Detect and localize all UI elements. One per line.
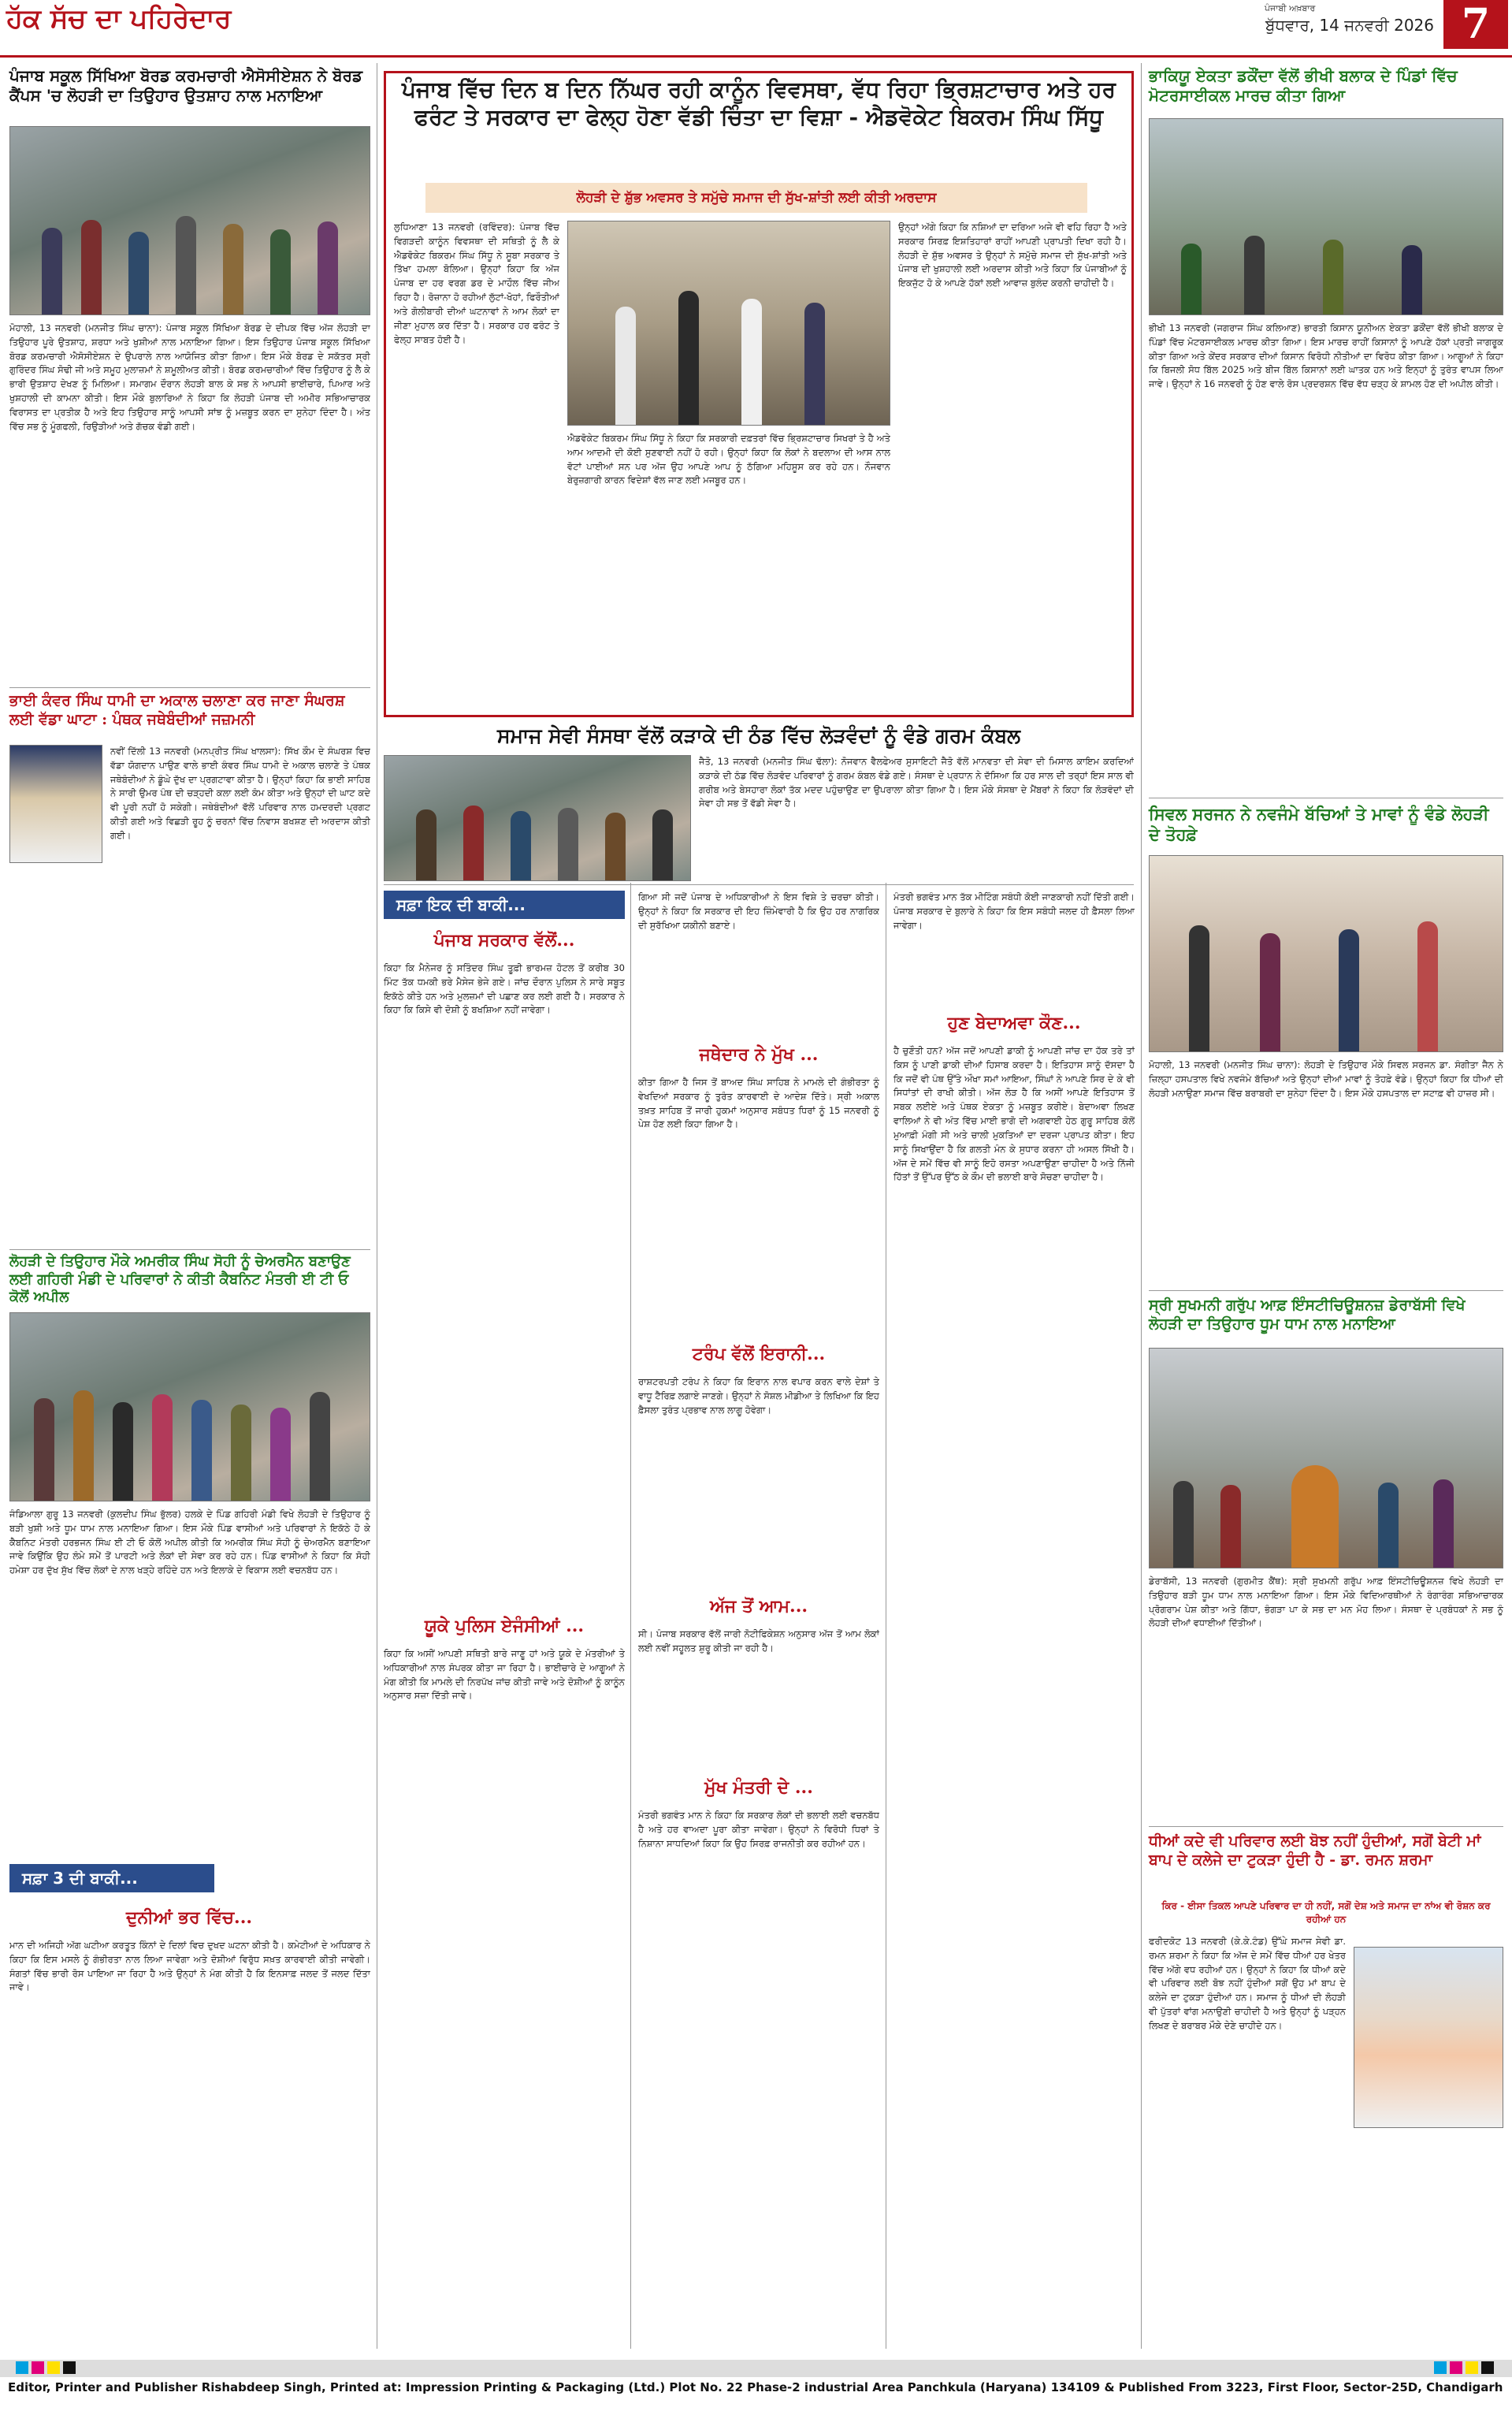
- article-headline: ਲੋਹੜੀ ਦੇ ਤਿਉਹਾਰ ਮੌਕੇ ਅਮਰੀਕ ਸਿੰਘ ਸੋਹੀ ਨੂੰ ਚੇਅਰਮੈਨ ਬਣਾਉਣ ਲਈ ਗਹਿਰੀ ਮੰਡੀ ਦੇ ਪਰਿਵਾਰਾਂ ਨੇ ਕੀਤੀ ਕੈਬਨਿਟ ਮੰਤਰੀ ਈ ਟੀ ਓ ਕੋਲੋਂ ਅਪੀਲ: [9, 1253, 351, 1305]
- article-body: ਮੰਤਰੀ ਭਗਵੰਤ ਮਾਨ ਨੇ ਕਿਹਾ ਕਿ ਸਰਕਾਰ ਲੋਕਾਂ ਦੀ ਭਲਾਈ ਲਈ ਵਚਨਬੱਧ ਹੈ ਅਤੇ ਹਰ ਵਾਅਦਾ ਪੂਰਾ ਕੀਤਾ ਜਾਵੇਗਾ। ਉਨ੍ਹਾਂ ਨੇ ਵਿਰੋਧੀ ਧਿਰਾਂ ਤੇ ਨਿਸ਼ਾਨਾ ਸਾਧਦਿਆਂ ਕਿਹਾ ਕਿ ਉਹ ਸਿਰਫ਼ ਰਾਜਨੀਤੀ ਕਰ ਰਹੀਆਂ ਹਨ।: [638, 1810, 879, 1849]
- article-body: ਹੈ ਚੁਣੌਤੀ ਹਨ? ਅੱਜ ਜਦੋਂ ਆਪਣੀ ਡਾਕੀ ਨੂੰ ਆਪਣੀ ਜਾਂਚ ਦਾ ਹੱਕ ਤਰੇ ਤਾਂ ਕਿਸ ਨੂੰ ਪਾਣੀ ਡਾਕੀ ਦੀਆਂ ਹਿਸਾਬ ਕਰਦਾ ਹੈ। ਇਤਿਹਾਸ ਸਾਨੂੰ ਦੱਸਦਾ ਹੈ ਕਿ ਜਦੋਂ ਵੀ ਪੰਥ ਉੱਤੇ ਔਖਾ ਸਮਾਂ ਆਇਆ, ਸਿੰਘਾਂ ਨੇ ਆਪਣੇ ਸਿਰ ਦੇ ਕੇ ਵੀ ਸਿਧਾਂਤਾਂ ਦੀ ਰਾਖੀ ਕੀਤੀ। ਅੱਜ ਲੋੜ ਹੈ ਕਿ ਅਸੀਂ ਆਪਣੇ ਇਤਿਹਾਸ ਤੋਂ ਸਬਕ ਲਈਏ ਅਤੇ ਪੰਥਕ ਏਕਤਾ ਨੂੰ ਮਜ਼ਬੂਤ ਕਰੀਏ। ਬੇਦਾਅਵਾ ਲਿਖਣ ਵਾਲਿਆਂ ਨੇ ਵੀ ਅੰਤ ਵਿੱਚ ਮਾਈ ਭਾਗੋ ਦੀ ਅਗਵਾਈ ਹੇਠ ਗੁਰੂ ਸਾਹਿਬ ਕੋਲੋਂ ਮੁਆਫ਼ੀ ਮੰਗੀ ਸੀ ਅਤੇ ਚਾਲੀ ਮੁਕਤਿਆਂ ਦਾ ਦਰਜਾ ਪ੍ਰਾਪਤ ਕੀਤਾ। ਇਹ ਸਾਨੂੰ ਸਿਖਾਉਂਦਾ ਹੈ ਕਿ ਗਲਤੀ ਮੰਨ ਕੇ ਸੁਧਾਰ ਕਰਨਾ ਹੀ ਅਸਲ ਸਿੱਖੀ ਹੈ। ਅੱਜ ਦੇ ਸਮੇਂ ਵਿੱਚ ਵੀ ਸਾਨੂੰ ਇਹੋ ਰਸਤਾ ਅਪਣਾਉਣਾ ਚਾਹੀਦਾ ਹੈ ਅਤੇ ਨਿੱਜੀ ਹਿੱਤਾਂ ਤੋਂ ਉੱਪਰ ਉੱਠ ਕੇ ਕੌਮ ਦੀ ਭਲਾਈ ਬਾਰੇ ਸੋਚਣਾ ਚਾਹੀਦਾ ਹੈ।: [893, 1045, 1135, 1183]
- print-swatch: [1466, 2361, 1478, 2374]
- article-body: ਕੀਤਾ ਗਿਆ ਹੈ ਜਿਸ ਤੋਂ ਬਾਅਦ ਸਿੰਘ ਸਾਹਿਬ ਨੇ ਮਾਮਲੇ ਦੀ ਗੰਭੀਰਤਾ ਨੂੰ ਵੇਖਦਿਆਂ ਸਰਕਾਰ ਨੂੰ ਤੁਰੰਤ ਕਾਰਵਾਈ ਦੇ ਆਦੇਸ਼ ਦਿੱਤੇ। ਸ੍ਰੀ ਅਕਾਲ ਤਖ਼ਤ ਸਾਹਿਬ ਤੋਂ ਜਾਰੀ ਹੁਕਮਾਂ ਅਨੁਸਾਰ ਸਬੰਧਤ ਧਿਰਾਂ ਨੂੰ 15 ਜਨਵਰੀ ਨੂੰ ਪੇਸ਼ ਹੋਣ ਲਈ ਕਿਹਾ ਗਿਆ ਹੈ।: [638, 1077, 879, 1130]
- masthead-rule: [0, 55, 1512, 58]
- portrait-photo-dr-raman: [1354, 1947, 1503, 2128]
- page-number: 7: [1443, 0, 1508, 49]
- masthead-title: ਹੱਕ ਸੱਚ ਦਾ ਪਹਿਰੇਦਾਰ: [6, 3, 232, 35]
- article-photo-lohri-board: [9, 126, 370, 315]
- article-photo-gehri-mandi: [9, 1312, 370, 1501]
- article-body: ਮੋਹਾਲੀ, 13 ਜਨਵਰੀ (ਮਨਜੀਤ ਸਿੰਘ ਚਾਨਾ): ਪੰਜਾਬ ਸਕੂਲ ਸਿੱਖਿਆ ਬੋਰਡ ਦੇ ਦੀਪਕ ਵਿੱਚ ਅੱਜ ਲੋਹੜੀ ਦਾ ਤਿਉਹਾਰ ਪੂਰੇ ਉਤਸ਼ਾਹ, ਸ਼ਰਧਾ ਅਤੇ ਖੁਸ਼ੀਆਂ ਨਾਲ ਮਨਾਇਆ ਗਿਆ। ਇਸ ਤਿਉਹਾਰ ਪੰਜਾਬ ਸਕੂਲ ਸਿੱਖਿਆ ਬੋਰਡ ਕਰਮਚਾਰੀ ਐਸੋਸੀਏਸ਼ਨ ਦੇ ਉਪਰਾਲੇ ਨਾਲ ਆਯੋਜਿਤ ਕੀਤਾ ਗਿਆ। ਇਸ ਮੌਕੇ ਬੋਰਡ ਦੇ ਸਕੱਤਰ ਸ੍ਰੀ ਗੁਰਿੰਦਰ ਸਿੰਘ ਸੋਢੀ ਜੀ ਅਤੇ ਸਮੂਹ ਮੁਲਾਜ਼ਮਾਂ ਨੇ ਸ਼ਮੂਲੀਅਤ ਕੀਤੀ। ਬੋਰਡ ਕਰਮਚਾਰੀਆਂ ਵਿੱਚ ਤਿਉਹਾਰ ਨੂੰ ਲੈ ਕੇ ਭਾਰੀ ਉਤਸ਼ਾਹ ਦੇਖਣ ਨੂੰ ਮਿਲਿਆ। ਸਮਾਗਮ ਦੌਰਾਨ ਲੋਹੜੀ ਬਾਲ ਕੇ ਸਭ ਨੇ ਆਪਸੀ ਭਾਈਚਾਰੇ, ਪਿਆਰ ਅਤੇ ਖੁਸ਼ਹਾਲੀ ਦੀ ਕਾਮਨਾ ਕੀਤੀ। ਇਸ ਮੌਕੇ ਬੁਲਾਰਿਆਂ ਨੇ ਕਿਹਾ ਕਿ ਲੋਹੜੀ ਪੰਜਾਬ ਦੀ ਅਮੀਰ ਸਭਿਆਚਾਰਕ ਵਿਰਾਸਤ ਦਾ ਪ੍ਰਤੀਕ ਹੈ ਅਤੇ ਇਹ ਤਿਉਹਾਰ ਸਾਨੂੰ ਆਪਸੀ ਸਾਂਝ ਨੂੰ ਮਜ਼ਬੂਤ ਕਰਨ ਦਾ ਸੁਨੇਹਾ ਦਿੰਦਾ ਹੈ। ਅੰਤ ਵਿੱਚ ਸਭ ਨੂੰ ਮੂੰਗਫਲੀ, ਰਿਉੜੀਆਂ ਅਤੇ ਗੱਚਕ ਵੰਡੀ ਗਈ।: [9, 322, 370, 432]
- article-headline: ਸਿਵਲ ਸਰਜਨ ਨੇ ਨਵਜੰਮੇ ਬੱਚਿਆਂ ਤੇ ਮਾਵਾਂ ਨੂੰ ਵੰਡੇ ਲੋਹੜੀ ਦੇ ਤੋਹਫ਼ੇ: [1149, 804, 1489, 845]
- lead-body-col3: ਉਨ੍ਹਾਂ ਅੱਗੇ ਕਿਹਾ ਕਿ ਨਸ਼ਿਆਂ ਦਾ ਦਰਿਆ ਅਜੇ ਵੀ ਵਹਿ ਰਿਹਾ ਹੈ ਅਤੇ ਸਰਕਾਰ ਸਿਰਫ਼ ਇਸ਼ਤਿਹਾਰਾਂ ਰਾਹੀਂ ਆਪਣੀ ਪ੍ਰਾਪਤੀ ਦਿਖਾ ਰਹੀ ਹੈ। ਲੋਹੜੀ ਦੇ ਸ਼ੁੱਭ ਅਵਸਰ ਤੇ ਉਨ੍ਹਾਂ ਨੇ ਸਮੁੱਚੇ ਸਮਾਜ ਦੀ ਸੁੱਖ-ਸ਼ਾਂਤੀ ਅਤੇ ਪੰਜਾਬ ਦੀ ਖੁਸ਼ਹਾਲੀ ਲਈ ਅਰਦਾਸ ਕੀਤੀ ਅਤੇ ਕਿਹਾ ਕਿ ਪੰਜਾਬੀਆਂ ਨੂੰ ਇਕਜੁੱਟ ਹੋ ਕੇ ਆਪਣੇ ਹੱਕਾਂ ਲਈ ਆਵਾਜ਼ ਬੁਲੰਦ ਕਰਨੀ ਚਾਹੀਦੀ ਹੈ।: [898, 221, 1127, 289]
- print-swatch: [47, 2361, 60, 2374]
- article-body: ਭੀਖੀ 13 ਜਨਵਰੀ (ਜਗਰਾਜ ਸਿੰਘ ਕਲਿਆਣ) ਭਾਰਤੀ ਕਿਸਾਨ ਯੂਨੀਅਨ ਏਕਤਾ ਡਕੌਂਦਾ ਵੱਲੋਂ ਭੀਖੀ ਬਲਾਕ ਦੇ ਪਿੰਡਾਂ ਵਿੱਚ ਮੋਟਰਸਾਈਕਲ ਮਾਰਚ ਕੀਤਾ ਗਿਆ। ਇਸ ਮਾਰਚ ਰਾਹੀਂ ਕਿਸਾਨਾਂ ਨੂੰ ਆਪਣੇ ਹੱਕਾਂ ਪ੍ਰਤੀ ਜਾਗਰੂਕ ਕੀਤਾ ਗਿਆ ਅਤੇ ਕੇਂਦਰ ਸਰਕਾਰ ਦੀਆਂ ਕਿਸਾਨ ਵਿਰੋਧੀ ਨੀਤੀਆਂ ਦਾ ਵਿਰੋਧ ਕੀਤਾ ਗਿਆ। ਆਗੂਆਂ ਨੇ ਕਿਹਾ ਕਿ ਬਿਜਲੀ ਸੋਧ ਬਿੱਲ 2025 ਅਤੇ ਬੀਜ ਬਿੱਲ ਕਿਸਾਨਾਂ ਲਈ ਘਾਤਕ ਹਨ ਅਤੇ ਇਨ੍ਹਾਂ ਨੂੰ ਤੁਰੰਤ ਵਾਪਸ ਲਿਆ ਜਾਵੇ। ਉਨ੍ਹਾਂ ਨੇ 16 ਜਨਵਰੀ ਨੂੰ ਹੋਣ ਵਾਲੇ ਰੋਸ ਪ੍ਰਦਰਸ਼ਨ ਵਿੱਚ ਵੱਧ ਚੜ੍ਹ ਕੇ ਸ਼ਾਮਲ ਹੋਣ ਦੀ ਅਪੀਲ ਕੀਤੀ।: [1149, 322, 1503, 390]
- article-headline: ਭਾਕਿਯੂ ਏਕਤਾ ਡਕੌਂਦਾ ਵੱਲੋਂ ਭੀਖੀ ਬਲਾਕ ਦੇ ਪਿੰਡਾਂ ਵਿੱਚ ਮੋਟਰਸਾਈਕਲ ਮਾਰਚ ਕੀਤਾ ਗਿਆ: [1149, 66, 1458, 105]
- footer-color-bar: [0, 2360, 1512, 2377]
- article-photo-tractor-march: [1149, 118, 1503, 315]
- article-headline: ਧੀਆਂ ਕਦੇ ਵੀ ਪਰਿਵਾਰ ਲਈ ਬੋਝ ਨਹੀਂ ਹੁੰਦੀਆਂ, ਸਗੋਂ ਬੇਟੀ ਮਾਂ ਬਾਪ ਦੇ ਕਲੇਜੇ ਦਾ ਟੁਕੜਾ ਹੁੰਦੀ ਹੈ - ਡਾ. ਰਮਨ ਸ਼ਰਮਾ: [1149, 1832, 1481, 1869]
- footer-imprint: Editor, Printer and Publisher Rishabdeep Singh, Printed at: Impression Printing & Packaging (Ltd.) Plot No. 22 Phase-2 industrial Area Panchkula (Haryana) 134109 & Published From 3223, First Floor, Sector-25D, Chandigarh: [8, 2380, 1503, 2394]
- article-body: ਮਾਨ ਦੀ ਅਜਿਹੀ ਅੱਗ ਘਟੀਆ ਕਰਤੂਤ ਕਿੰਨਾਂ ਦੇ ਦਿਲਾਂ ਵਿਚ ਦੁਖਦ ਘਟਨਾ ਕੀਤੀ ਹੈ। ਕਮੇਟੀਆਂ ਦੇ ਅਧਿਕਾਰ ਨੇ ਕਿਹਾ ਕਿ ਇਸ ਮਸਲੇ ਨੂੰ ਗੰਭੀਰਤਾ ਨਾਲ ਲਿਆ ਜਾਵੇਗਾ ਅਤੇ ਦੋਸ਼ੀਆਂ ਵਿਰੁੱਧ ਸਖ਼ਤ ਕਾਰਵਾਈ ਕੀਤੀ ਜਾਵੇਗੀ। ਸੰਗਤਾਂ ਵਿੱਚ ਭਾਰੀ ਰੋਸ ਪਾਇਆ ਜਾ ਰਿਹਾ ਹੈ ਅਤੇ ਉਨ੍ਹਾਂ ਨੇ ਮੰਗ ਕੀਤੀ ਹੈ ਕਿ ਇਨਸਾਫ਼ ਜਲਦ ਤੋਂ ਜਲਦ ਦਿੱਤਾ ਜਾਵੇ।: [9, 1940, 370, 1993]
- divider: [9, 687, 370, 688]
- print-swatch: [32, 2361, 44, 2374]
- article-headline: ਭਾਈ ਕੰਵਰ ਸਿੰਘ ਧਾਮੀ ਦਾ ਅਕਾਲ ਚਲਾਣਾ ਕਰ ਜਾਣਾ ਸੰਘਰਸ਼ ਲਈ ਵੱਡਾ ਘਾਟਾ : ਪੰਥਕ ਜਥੇਬੰਦੀਆਂ ਜਜ਼ਮਨੀ: [9, 692, 345, 728]
- continuation-subhead: ਟਰੰਪ ਵੱਲੋਂ ਇਰਾਨੀ...: [692, 1344, 826, 1364]
- continuation-box-header: ਸਫ਼ਾ ਇਕ ਦੀ ਬਾਕੀ...: [384, 891, 625, 919]
- lead-subheadline: ਲੋਹੜੀ ਦੇ ਸ਼ੁੱਭ ਅਵਸਰ ਤੇ ਸਮੁੱਚੇ ਸਮਾਜ ਦੀ ਸੁੱਖ-ਸ਼ਾਂਤੀ ਲਈ ਕੀਤੀ ਅਰਦਾਸ: [425, 183, 1087, 213]
- article-headline: ਸ੍ਰੀ ਸੁਖਮਨੀ ਗਰੁੱਪ ਆਫ਼ ਇੰਸਟੀਚਿਊਸ਼ਨਜ਼ ਡੇਰਾਬੱਸੀ ਵਿਖੇ ਲੋਹੜੀ ਦਾ ਤਿਉਹਾਰ ਧੂਮ ਧਾਮ ਨਾਲ ਮਨਾਇਆ: [1149, 1297, 1466, 1333]
- divider: [384, 884, 1134, 885]
- print-swatch: [1434, 2361, 1447, 2374]
- lead-headline: ਪੰਜਾਬ ਵਿੱਚ ਦਿਨ ਬ ਦਿਨ ਨਿੱਘਰ ਰਹੀ ਕਾਨੂੰਨ ਵਿਵਸਥਾ, ਵੱਧ ਰਿਹਾ ਭ੍ਰਿਸ਼ਟਾਚਾਰ ਅਤੇ ਹਰ ਫਰੰਟ ਤੇ ਸਰਕਾਰ ਦਾ ਫੇਲ੍ਹ ਹੋਣਾ ਵੱਡੀ ਚਿੰਤਾ ਦਾ ਵਿਸ਼ਾ - ਐਡਵੋਕੇਟ ਬਿਕਰਮ ਸਿੰਘ ਸਿੱਧੂ: [402, 76, 1116, 130]
- article-body: ਫਰੀਦਕੋਟ 13 ਜਨਵਰੀ (ਕੇ.ਕੇ.ਟੰਡ) ਉੱਘੇ ਸਮਾਜ ਸੇਵੀ ਡਾ. ਰਮਨ ਸ਼ਰਮਾ ਨੇ ਕਿਹਾ ਕਿ ਅੱਜ ਦੇ ਸਮੇਂ ਵਿੱਚ ਧੀਆਂ ਹਰ ਖੇਤਰ ਵਿੱਚ ਅੱਗੇ ਵਧ ਰਹੀਆਂ ਹਨ। ਉਨ੍ਹਾਂ ਨੇ ਕਿਹਾ ਕਿ ਧੀਆਂ ਕਦੇ ਵੀ ਪਰਿਵਾਰ ਲਈ ਬੋਝ ਨਹੀਂ ਹੁੰਦੀਆਂ ਸਗੋਂ ਉਹ ਮਾਂ ਬਾਪ ਦੇ ਕਲੇਜੇ ਦਾ ਟੁਕੜਾ ਹੁੰਦੀਆਂ ਹਨ। ਸਮਾਜ ਨੂੰ ਧੀਆਂ ਦੀ ਲੋਹੜੀ ਵੀ ਪੁੱਤਰਾਂ ਵਾਂਗ ਮਨਾਉਣੀ ਚਾਹੀਦੀ ਹੈ ਅਤੇ ਉਨ੍ਹਾਂ ਨੂੰ ਪੜ੍ਹਨ ਲਿਖਣ ਦੇ ਬਰਾਬਰ ਮੌਕੇ ਦੇਣੇ ਚਾਹੀਦੇ ਹਨ।: [1149, 1936, 1346, 2031]
- article-photo-sukhmani-lohri: [1149, 1348, 1503, 1568]
- article-headline: ਪੰਜਾਬ ਸਕੂਲ ਸਿੱਖਿਆ ਬੋਰਡ ਕਰਮਚਾਰੀ ਐਸੋਸੀਏਸ਼ਨ ਨੇ ਬੋਰਡ ਕੈਂਪਸ 'ਚ ਲੋਹੜੀ ਦਾ ਤਿਉਹਾਰ ਉਤਸ਼ਾਹ ਨਾਲ ਮਨਾਇਆ: [9, 66, 363, 105]
- masthead-date: ਬੁੱਧਵਾਰ, 14 ਜਨਵਰੀ 2026: [1265, 16, 1434, 35]
- continuation-subhead: ਯੂਕੇ ਪੁਲਿਸ ਏਜੰਸੀਆਂ ...: [424, 1616, 585, 1636]
- lead-body-col1: ਲੁਧਿਆਣਾ 13 ਜਨਵਰੀ (ਰਵਿੰਦਰ): ਪੰਜਾਬ ਵਿੱਚ ਵਿਗੜਦੀ ਕਾਨੂੰਨ ਵਿਵਸਥਾ ਦੀ ਸਥਿਤੀ ਨੂੰ ਲੈ ਕੇ ਐਡਵੋਕੇਟ ਬਿਕਰਮ ਸਿੰਘ ਸਿੱਧੂ ਨੇ ਸੂਬਾ ਸਰਕਾਰ ਤੇ ਤਿੱਖਾ ਹਮਲਾ ਬੋਲਿਆ। ਉਨ੍ਹਾਂ ਕਿਹਾ ਕਿ ਅੱਜ ਪੰਜਾਬ ਦਾ ਹਰ ਵਰਗ ਡਰ ਦੇ ਮਾਹੌਲ ਵਿੱਚ ਜੀਅ ਰਿਹਾ ਹੈ। ਰੋਜ਼ਾਨਾ ਹੋ ਰਹੀਆਂ ਲੁੱਟਾਂ-ਖੋਹਾਂ, ਫਿਰੌਤੀਆਂ ਅਤੇ ਗੋਲੀਬਾਰੀ ਦੀਆਂ ਘਟਨਾਵਾਂ ਨੇ ਆਮ ਲੋਕਾਂ ਦਾ ਜੀਣਾ ਮੁਹਾਲ ਕਰ ਦਿੱਤਾ ਹੈ। ਸਰਕਾਰ ਹਰ ਫਰੰਟ ਤੇ ਫੇਲ੍ਹ ਸਾਬਤ ਹੋਈ ਹੈ।: [394, 221, 559, 345]
- masthead-tagline: ਪੰਜਾਬੀ ਅਖ਼ਬਾਰ: [1265, 3, 1316, 13]
- lead-body-col2: ਐਡਵੋਕੇਟ ਬਿਕਰਮ ਸਿੰਘ ਸਿੱਧੂ ਨੇ ਕਿਹਾ ਕਿ ਸਰਕਾਰੀ ਦਫ਼ਤਰਾਂ ਵਿੱਚ ਭ੍ਰਿਸ਼ਟਾਚਾਰ ਸਿਖਰਾਂ ਤੇ ਹੈ ਅਤੇ ਆਮ ਆਦਮੀ ਦੀ ਕੋਈ ਸੁਣਵਾਈ ਨਹੀਂ ਹੋ ਰਹੀ। ਉਨ੍ਹਾਂ ਕਿਹਾ ਕਿ ਲੋਕਾਂ ਨੇ ਬਦਲਾਅ ਦੀ ਆਸ ਨਾਲ ਵੋਟਾਂ ਪਾਈਆਂ ਸਨ ਪਰ ਅੱਜ ਉਹ ਆਪਣੇ ਆਪ ਨੂੰ ਠੱਗਿਆ ਮਹਿਸੂਸ ਕਰ ਰਹੇ ਹਨ। ਨੌਜਵਾਨ ਬੇਰੁਜ਼ਗਾਰੀ ਕਾਰਨ ਵਿਦੇਸ਼ਾਂ ਵੱਲ ਜਾਣ ਲਈ ਮਜਬੂਰ ਹਨ।: [567, 433, 890, 486]
- article-photo-civil-surgeon: [1149, 855, 1503, 1052]
- divider: [9, 1249, 370, 1250]
- article-body: ਗਿਆ ਸੀ ਜਦੋਂ ਪੰਜਾਬ ਦੇ ਅਧਿਕਾਰੀਆਂ ਨੇ ਇਸ ਵਿਸ਼ੇ ਤੇ ਚਰਚਾ ਕੀਤੀ। ਉਨ੍ਹਾਂ ਨੇ ਕਿਹਾ ਕਿ ਸਰਕਾਰ ਦੀ ਇਹ ਜ਼ਿੰਮੇਵਾਰੀ ਹੈ ਕਿ ਉਹ ਹਰ ਨਾਗਰਿਕ ਦੀ ਸੁਰੱਖਿਆ ਯਕੀਨੀ ਬਣਾਏ।: [638, 891, 879, 931]
- continuation-subhead: ਪੰਜਾਬ ਸਰਕਾਰ ਵੱਲੋਂ...: [433, 930, 575, 951]
- print-swatch: [1450, 2361, 1462, 2374]
- article-body: ਡੇਰਾਬੱਸੀ, 13 ਜਨਵਰੀ (ਗੁਰਮੀਤ ਕੈਂਥ): ਸ੍ਰੀ ਸੁਖਮਨੀ ਗਰੁੱਪ ਆਫ਼ ਇੰਸਟੀਚਿਊਸ਼ਨਜ਼ ਵਿਖੇ ਲੋਹੜੀ ਦਾ ਤਿਉਹਾਰ ਬੜੀ ਧੂਮ ਧਾਮ ਨਾਲ ਮਨਾਇਆ ਗਿਆ। ਇਸ ਮੌਕੇ ਵਿਦਿਆਰਥੀਆਂ ਨੇ ਰੰਗਾਰੰਗ ਸਭਿਆਚਾਰਕ ਪ੍ਰੋਗਰਾਮ ਪੇਸ਼ ਕੀਤਾ ਅਤੇ ਗਿੱਧਾ, ਭੰਗੜਾ ਪਾ ਕੇ ਸਭ ਦਾ ਮਨ ਮੋਹ ਲਿਆ। ਸੰਸਥਾ ਦੇ ਪ੍ਰਬੰਧਕਾਂ ਨੇ ਸਭ ਨੂੰ ਲੋਹੜੀ ਦੀਆਂ ਵਧਾਈਆਂ ਦਿੱਤੀਆਂ।: [1149, 1576, 1503, 1629]
- continuation-subhead: ਅੱਜ ਤੋਂ ਆਮ...: [709, 1596, 808, 1617]
- continuation-box-header: ਸਫ਼ਾ 3 ਦੀ ਬਾਕੀ...: [9, 1864, 214, 1892]
- article-body: ਕਿਹਾ ਕਿ ਮੈਨੇਜਰ ਨੂੰ ਸਤਿੰਦਰ ਸਿੰਘ ਤੂਫ਼ੀ ਭਾਰਮਜ਼ ਹੋਟਲ ਤੋਂ ਕਰੀਬ 30 ਮਿੰਟ ਤੱਕ ਧਮਕੀ ਭਰੇ ਮੈਸੇਜ ਭੇਜੇ ਗਏ। ਜਾਂਚ ਦੌਰਾਨ ਪੁਲਿਸ ਨੇ ਸਾਰੇ ਸਬੂਤ ਇਕੱਠੇ ਕੀਤੇ ਹਨ ਅਤੇ ਮੁਲਜ਼ਮਾਂ ਦੀ ਪਛਾਣ ਕਰ ਲਈ ਗਈ ਹੈ। ਸਰਕਾਰ ਨੇ ਕਿਹਾ ਕਿ ਕਿਸੇ ਵੀ ਦੋਸ਼ੀ ਨੂੰ ਬਖਸ਼ਿਆ ਨਹੀਂ ਜਾਵੇਗਾ।: [384, 962, 625, 1016]
- article-headline: ਸਮਾਜ ਸੇਵੀ ਸੰਸਥਾ ਵੱਲੋਂ ਕੜਾਕੇ ਦੀ ਠੰਡ ਵਿੱਚ ਲੋੜਵੰਦਾਂ ਨੂੰ ਵੰਡੇ ਗਰਮ ਕੰਬਲ: [496, 724, 1021, 747]
- article-body: ਜੰਡਿਆਲਾ ਗੁਰੂ 13 ਜਨਵਰੀ (ਕੁਲਦੀਪ ਸਿੰਘ ਭੁੱਲਰ) ਹਲਕੇ ਦੇ ਪਿੰਡ ਗਹਿਰੀ ਮੰਡੀ ਵਿਖੇ ਲੋਹੜੀ ਦੇ ਤਿਉਹਾਰ ਨੂੰ ਬੜੀ ਖੁਸ਼ੀ ਅਤੇ ਧੂਮ ਧਾਮ ਨਾਲ ਮਨਾਇਆ ਗਿਆ। ਇਸ ਮੌਕੇ ਪਿੰਡ ਵਾਸੀਆਂ ਅਤੇ ਪਰਿਵਾਰਾਂ ਨੇ ਇਕੱਠੇ ਹੋ ਕੇ ਕੈਬਨਿਟ ਮੰਤਰੀ ਹਰਭਜਨ ਸਿੰਘ ਈ ਟੀ ਓ ਕੋਲੋਂ ਅਪੀਲ ਕੀਤੀ ਕਿ ਅਮਰੀਕ ਸਿੰਘ ਸੋਹੀ ਨੂੰ ਚੇਅਰਮੈਨ ਬਣਾਇਆ ਜਾਵੇ ਕਿਉਂਕਿ ਉਹ ਲੰਮੇ ਸਮੇਂ ਤੋਂ ਪਾਰਟੀ ਅਤੇ ਲੋਕਾਂ ਦੀ ਸੇਵਾ ਕਰ ਰਹੇ ਹਨ। ਪਿੰਡ ਵਾਸੀਆਂ ਨੇ ਕਿਹਾ ਕਿ ਸੋਹੀ ਹਮੇਸ਼ਾ ਹਰ ਦੁੱਖ ਸੁੱਖ ਵਿੱਚ ਲੋਕਾਂ ਦੇ ਨਾਲ ਖੜ੍ਹੇ ਰਹਿੰਦੇ ਹਨ ਅਤੇ ਇਲਾਕੇ ਦੇ ਵਿਕਾਸ ਲਈ ਵਚਨਬੱਧ ਹਨ।: [9, 1509, 370, 1576]
- article-body: ਮੋਹਾਲੀ, 13 ਜਨਵਰੀ (ਮਨਜੀਤ ਸਿੰਘ ਚਾਨਾ): ਲੋਹੜੀ ਦੇ ਤਿਉਹਾਰ ਮੌਕੇ ਸਿਵਲ ਸਰਜਨ ਡਾ. ਸੰਗੀਤਾ ਜੈਨ ਨੇ ਜ਼ਿਲ੍ਹਾ ਹਸਪਤਾਲ ਵਿਖੇ ਨਵਜੰਮੇ ਬੱਚਿਆਂ ਅਤੇ ਉਨ੍ਹਾਂ ਦੀਆਂ ਮਾਵਾਂ ਨੂੰ ਤੋਹਫ਼ੇ ਵੰਡੇ। ਉਨ੍ਹਾਂ ਕਿਹਾ ਕਿ ਧੀਆਂ ਦੀ ਲੋਹੜੀ ਮਨਾਉਣਾ ਸਮਾਜ ਵਿੱਚ ਬਰਾਬਰੀ ਦਾ ਸੁਨੇਹਾ ਦਿੰਦਾ ਹੈ। ਇਸ ਮੌਕੇ ਹਸਪਤਾਲ ਦਾ ਸਟਾਫ਼ ਵੀ ਹਾਜ਼ਰ ਸੀ।: [1149, 1059, 1503, 1099]
- column-rule: [1141, 63, 1142, 2349]
- continuation-subhead: ਦੁਨੀਆਂ ਭਰ ਵਿੱਚ...: [125, 1907, 253, 1928]
- continuation-subhead: ਜਥੇਦਾਰ ਨੇ ਮੁੱਖ ...: [699, 1044, 819, 1065]
- divider: [1149, 1826, 1503, 1827]
- article-body: ਜੈਤੋ, 13 ਜਨਵਰੀ (ਮਨਜੀਤ ਸਿੰਘ ਢੱਲਾ): ਨੋਜਵਾਨ ਵੈਲਫੇਅਰ ਸੁਸਾਇਟੀ ਜੈਤੋ ਵੱਲੋਂ ਮਾਨਵਤਾ ਦੀ ਸੇਵਾ ਦੀ ਮਿਸਾਲ ਕਾਇਮ ਕਰਦਿਆਂ ਕੜਾਕੇ ਦੀ ਠੰਡ ਵਿੱਚ ਲੋੜਵੰਦ ਪਰਿਵਾਰਾਂ ਨੂੰ ਗਰਮ ਕੰਬਲ ਵੰਡੇ ਗਏ। ਸੰਸਥਾ ਦੇ ਪ੍ਰਧਾਨ ਨੇ ਦੱਸਿਆ ਕਿ ਹਰ ਸਾਲ ਦੀ ਤਰ੍ਹਾਂ ਇਸ ਸਾਲ ਵੀ ਗਰੀਬ ਅਤੇ ਬੇਸਹਾਰਾ ਲੋਕਾਂ ਤੱਕ ਮਦਦ ਪਹੁੰਚਾਉਣ ਦਾ ਉਪਰਾਲਾ ਕੀਤਾ ਗਿਆ ਹੈ। ਇਸ ਮੌਕੇ ਸੰਸਥਾ ਦੇ ਮੈਂਬਰਾਂ ਨੇ ਕਿਹਾ ਕਿ ਲੋੜਵੰਦਾਂ ਦੀ ਸੇਵਾ ਹੀ ਸਭ ਤੋਂ ਵੱਡੀ ਸੇਵਾ ਹੈ।: [699, 756, 1134, 809]
- print-swatch: [1481, 2361, 1494, 2374]
- lead-photo: [567, 221, 890, 426]
- article-body: ਸੀ। ਪੰਜਾਬ ਸਰਕਾਰ ਵੱਲੋਂ ਜਾਰੀ ਨੋਟੀਫਿਕੇਸ਼ਨ ਅਨੁਸਾਰ ਅੱਜ ਤੋਂ ਆਮ ਲੋਕਾਂ ਲਈ ਨਵੀਂ ਸਹੂਲਤ ਸ਼ੁਰੂ ਕੀਤੀ ਜਾ ਰਹੀ ਹੈ।: [638, 1628, 879, 1654]
- print-swatch: [16, 2361, 28, 2374]
- article-body: ਮੰਤਰੀ ਭਗਵੰਤ ਮਾਨ ਤੱਕ ਮੀਟਿੰਗ ਸਬੰਧੀ ਕੋਈ ਜਾਣਕਾਰੀ ਨਹੀਂ ਦਿੱਤੀ ਗਈ। ਪੰਜਾਬ ਸਰਕਾਰ ਦੇ ਬੁਲਾਰੇ ਨੇ ਕਿਹਾ ਕਿ ਇਸ ਸਬੰਧੀ ਜਲਦ ਹੀ ਫ਼ੈਸਲਾ ਲਿਆ ਜਾਵੇਗਾ।: [893, 891, 1135, 931]
- divider: [1149, 1290, 1503, 1291]
- article-subheadline: ਕਿਰ - ਈਸਾ ਤਿਕਲ ਆਪਣੇ ਪਰਿਵਾਰ ਦਾ ਹੀ ਨਹੀਂ, ਸਗੋਂ ਦੇਸ਼ ਅਤੇ ਸਮਾਜ ਦਾ ਨਾਂਅ ਵੀ ਰੋਸ਼ਨ ਕਰ ਰਹੀਆਂ ਹਨ: [1161, 1900, 1491, 1925]
- article-photo-blankets: [384, 755, 691, 881]
- print-swatch: [63, 2361, 76, 2374]
- article-body: ਕਿਹਾ ਕਿ ਅਸੀਂ ਆਪਣੀ ਸਥਿਤੀ ਬਾਰੇ ਜਾਣੂ ਹਾਂ ਅਤੇ ਯੂਕੇ ਦੇ ਮੰਤਰੀਆਂ ਤੇ ਅਧਿਕਾਰੀਆਂ ਨਾਲ ਸੰਪਰਕ ਕੀਤਾ ਜਾ ਰਿਹਾ ਹੈ। ਭਾਈਚਾਰੇ ਦੇ ਆਗੂਆਂ ਨੇ ਮੰਗ ਕੀਤੀ ਕਿ ਮਾਮਲੇ ਦੀ ਨਿਰਪੱਖ ਜਾਂਚ ਕੀਤੀ ਜਾਵੇ ਅਤੇ ਦੋਸ਼ੀਆਂ ਨੂੰ ਕਾਨੂੰਨ ਅਨੁਸਾਰ ਸਜ਼ਾ ਦਿੱਤੀ ਜਾਵੇ।: [384, 1648, 625, 1702]
- continuation-subhead: ਮੁੱਖ ਮੰਤਰੀ ਦੇ ...: [704, 1777, 813, 1798]
- article-body: ਰਾਸ਼ਟਰਪਤੀ ਟਰੰਪ ਨੇ ਕਿਹਾ ਕਿ ਇਰਾਨ ਨਾਲ ਵਪਾਰ ਕਰਨ ਵਾਲੇ ਦੇਸ਼ਾਂ ਤੇ ਵਾਧੂ ਟੈਰਿਫ਼ ਲਗਾਏ ਜਾਣਗੇ। ਉਨ੍ਹਾਂ ਨੇ ਸੋਸ਼ਲ ਮੀਡੀਆ ਤੇ ਲਿਖਿਆ ਕਿ ਇਹ ਫ਼ੈਸਲਾ ਤੁਰੰਤ ਪ੍ਰਭਾਵ ਨਾਲ ਲਾਗੂ ਹੋਵੇਗਾ।: [638, 1376, 879, 1416]
- portrait-photo: [9, 745, 102, 863]
- column-rule: [630, 883, 631, 2349]
- continuation-subhead: ਹੁਣ ਬੇਦਾਅਵਾ ਕੌਣ...: [947, 1013, 1081, 1033]
- article-body: ਨਵੀਂ ਦਿੱਲੀ 13 ਜਨਵਰੀ (ਮਨਪ੍ਰੀਤ ਸਿੰਘ ਖਾਲਸਾ): ਸਿੱਖ ਕੌਮ ਦੇ ਸੰਘਰਸ਼ ਵਿਚ ਵੱਡਾ ਯੋਗਦਾਨ ਪਾਉਣ ਵਾਲੇ ਭਾਈ ਕੰਵਰ ਸਿੰਘ ਧਾਮੀ ਦੇ ਅਕਾਲ ਚਲਾਣੇ ਤੇ ਪੰਥਕ ਜਥੇਬੰਦੀਆਂ ਨੇ ਡੂੰਘੇ ਦੁੱਖ ਦਾ ਪ੍ਰਗਟਾਵਾ ਕੀਤਾ ਹੈ। ਉਨ੍ਹਾਂ ਕਿਹਾ ਕਿ ਭਾਈ ਸਾਹਿਬ ਨੇ ਸਾਰੀ ਉਮਰ ਪੰਥ ਦੀ ਚੜ੍ਹਦੀ ਕਲਾ ਲਈ ਕੰਮ ਕੀਤਾ ਅਤੇ ਉਨ੍ਹਾਂ ਦੀ ਘਾਟ ਕਦੇ ਵੀ ਪੂਰੀ ਨਹੀਂ ਹੋ ਸਕੇਗੀ। ਜਥੇਬੰਦੀਆਂ ਵੱਲੋਂ ਪਰਿਵਾਰ ਨਾਲ ਹਮਦਰਦੀ ਪ੍ਰਗਟ ਕੀਤੀ ਗਈ ਅਤੇ ਵਿਛੜੀ ਰੂਹ ਨੂੰ ਚਰਨਾਂ ਵਿੱਚ ਨਿਵਾਸ ਬਖਸ਼ਣ ਦੀ ਅਰਦਾਸ ਕੀਤੀ ਗਈ।: [110, 746, 370, 841]
